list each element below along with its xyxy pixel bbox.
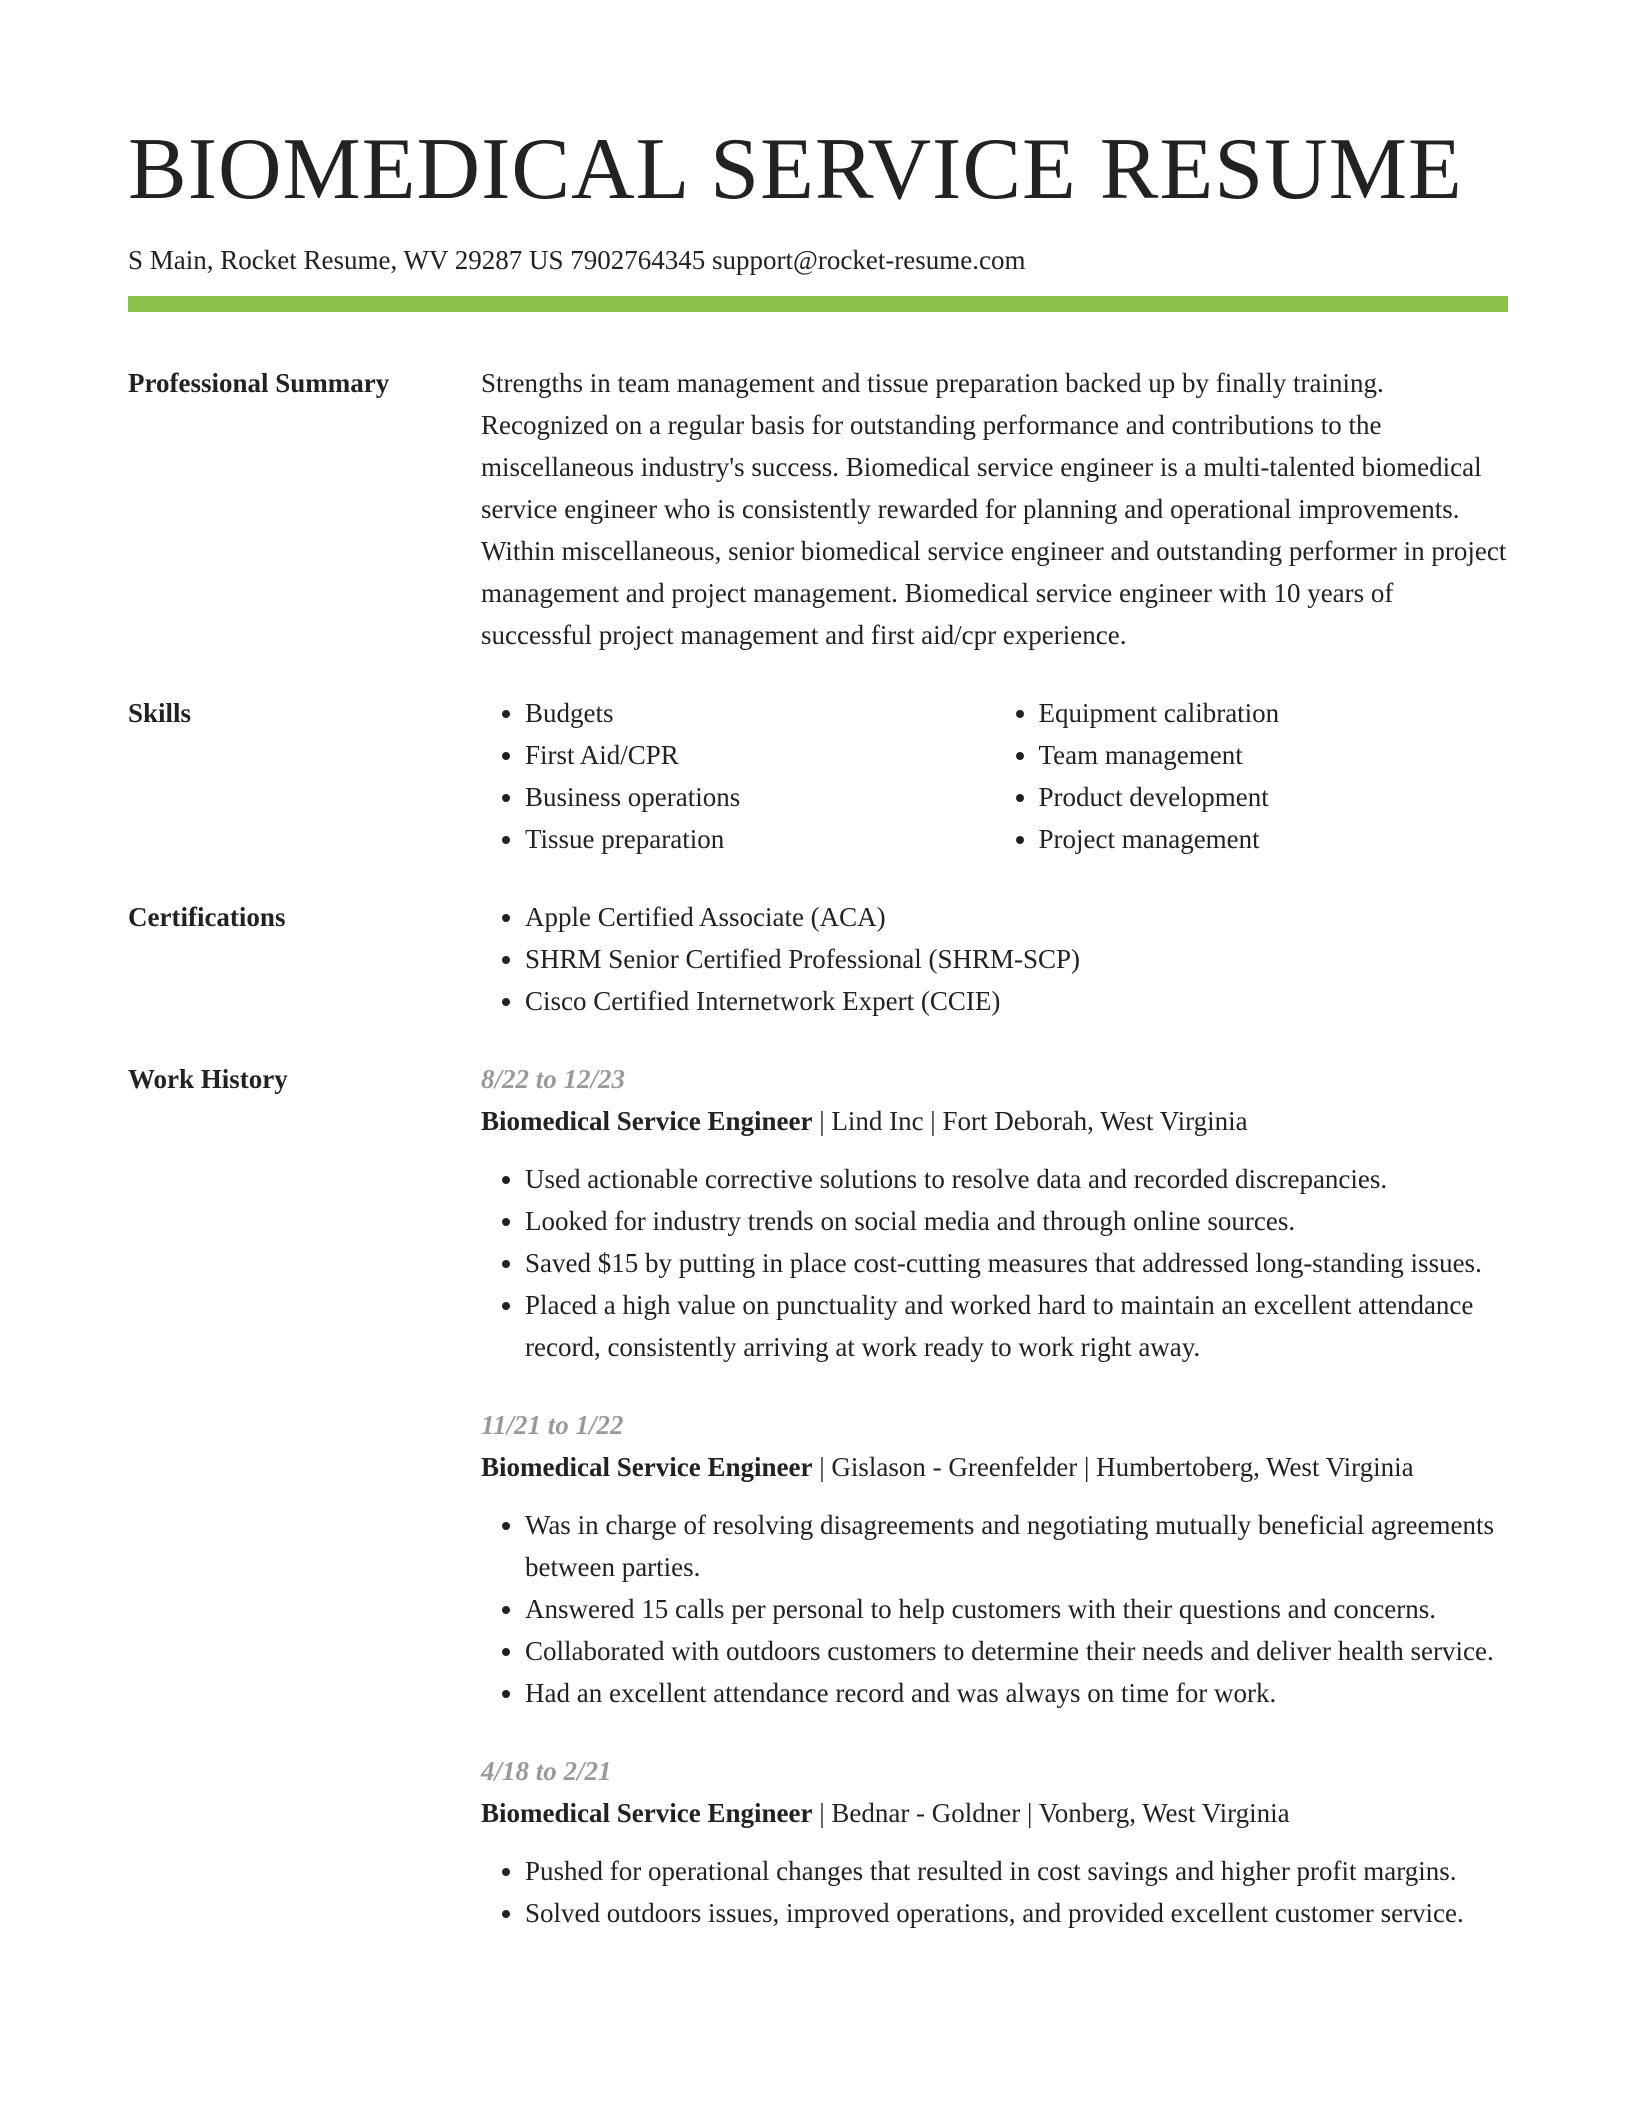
job-title: Biomedical Service Engineer (481, 1452, 813, 1482)
job-details: | Gislason - Greenfelder | Humbertoberg, West Virginia (812, 1452, 1414, 1482)
section-label-work-history: Work History (128, 1064, 288, 1094)
job-entry (481, 1058, 1508, 1368)
job-bullet: • Saved $15 by putting in place cost-cutting measures that addressed long-standing issues. (525, 1242, 1508, 1284)
resume-title: BIOMEDICAL SERVICE RESUME (128, 121, 1463, 218)
job-bullet: • Used actionable corrective solutions to resolve data and recorded discrepancies. (525, 1158, 1508, 1200)
certification-item: • SHRM Senior Certified Professional (SHRM-SCP) (525, 938, 1508, 980)
job-dates: 4/18 to 2/21 (481, 1756, 612, 1786)
job-title: Biomedical Service Engineer (481, 1798, 813, 1828)
job-bullet: • Looked for industry trends on social media and through online sources. (525, 1200, 1508, 1242)
summary-text: Strengths in team management and tissue preparation backed up by finally training. Recognized on a regular basis for outstanding performance and contributions to the miscellaneous industry's success. Biomedical service engineer is a multi-talented biomedical service engineer who is consistently rewarded for planning and operational improvements. Within miscellaneous, senior biomedical service engineer and outstanding performer in project management and project management. Biomedical service engineer with 10 years of successful project management and first aid/cpr experience. (481, 368, 1507, 650)
skill-item: • Product development (1039, 776, 1509, 818)
header-divider (128, 296, 1508, 312)
job-entry (481, 1404, 1508, 1714)
job-bullets (481, 1850, 1508, 1934)
job-title: Biomedical Service Engineer (481, 1106, 813, 1136)
job-details: | Bednar - Goldner | Vonberg, West Virginia (812, 1798, 1290, 1828)
skill-item: • Tissue preparation (525, 818, 995, 860)
summary-section (128, 362, 1508, 656)
job-dates: 8/22 to 12/23 (481, 1064, 626, 1094)
certification-item: • Apple Certified Associate (ACA) (525, 896, 1508, 938)
job-bullet: • Placed a high value on punctuality and worked hard to maintain an excellent attendance record, consistently arriving at work ready to work right away. (525, 1284, 1508, 1368)
job-heading (481, 1792, 1508, 1834)
skills-list-left (481, 692, 995, 860)
certifications-list (481, 896, 1508, 1022)
job-bullets (481, 1158, 1508, 1368)
job-dates: 11/21 to 1/22 (481, 1410, 624, 1440)
job-details: | Lind Inc | Fort Deborah, West Virginia (812, 1106, 1248, 1136)
skill-item: • Budgets (525, 692, 995, 734)
contact-line: S Main, Rocket Resume, WV 29287 US 7902764345 support@rocket-resume.com (128, 245, 1026, 275)
job-bullet: • Pushed for operational changes that resulted in cost savings and higher profit margins. (525, 1850, 1508, 1892)
certification-item: • Cisco Certified Internetwork Expert (CCIE) (525, 980, 1508, 1022)
section-label-skills: Skills (128, 698, 192, 728)
skill-item: • Team management (1039, 734, 1509, 776)
skills-section (128, 692, 1508, 860)
job-bullet: • Solved outdoors issues, improved operations, and provided excellent customer service. (525, 1892, 1508, 1934)
skill-item: • Business operations (525, 776, 995, 818)
skill-item: • Project management (1039, 818, 1509, 860)
section-label-certifications: Certifications (128, 902, 286, 932)
job-bullet: • Collaborated with outdoors customers to determine their needs and deliver health service. (525, 1630, 1508, 1672)
job-bullet: • Answered 15 calls per personal to help customers with their questions and concerns. (525, 1588, 1508, 1630)
skills-list-right (995, 692, 1509, 860)
skill-item: • Equipment calibration (1039, 692, 1509, 734)
work-history-section (128, 1058, 1508, 1934)
section-label-summary: Professional Summary (128, 368, 390, 398)
job-bullets (481, 1504, 1508, 1714)
job-bullet: • Was in charge of resolving disagreements and negotiating mutually beneficial agreements between parties. (525, 1504, 1508, 1588)
job-bullet: • Had an excellent attendance record and was always on time for work. (525, 1672, 1508, 1714)
job-heading (481, 1446, 1508, 1488)
job-heading (481, 1100, 1508, 1142)
job-entry (481, 1750, 1508, 1934)
skill-item: • First Aid/CPR (525, 734, 995, 776)
certifications-section (128, 896, 1508, 1022)
